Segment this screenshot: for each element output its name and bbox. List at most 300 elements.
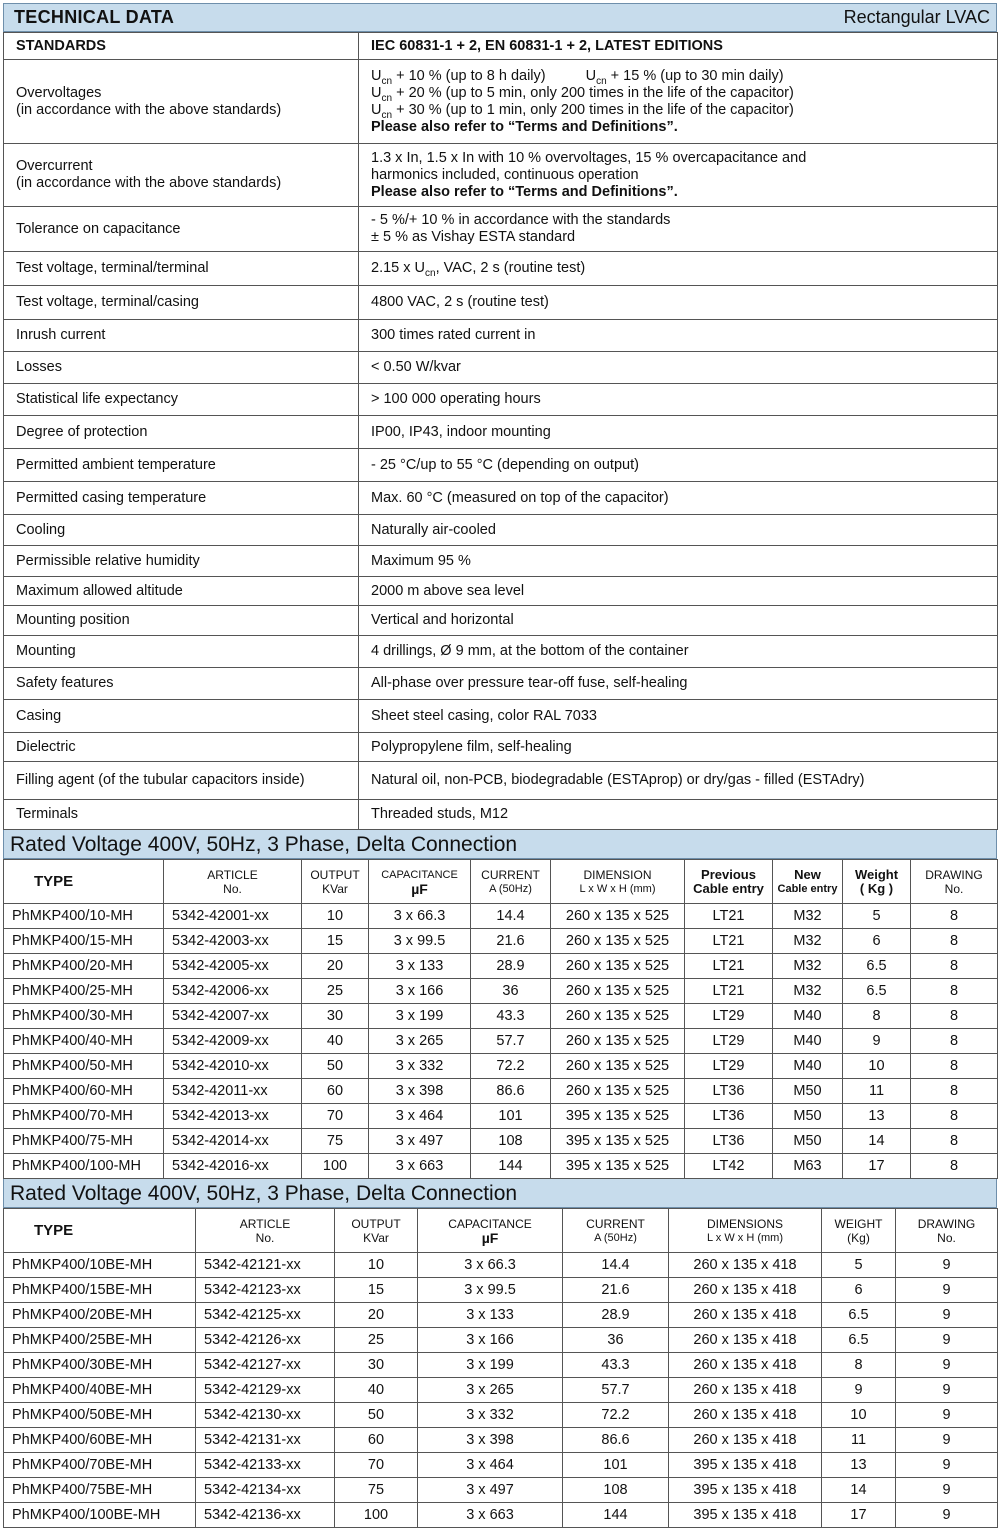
col-article bbox=[196, 1209, 335, 1253]
output-cell: 50 bbox=[302, 1054, 369, 1079]
spec-value-line: 1.3 x In, 1.5 x In with 10 % overvoltages, 15 % overcapacitance and bbox=[371, 149, 807, 166]
spec-label: Maximum allowed altitude bbox=[4, 577, 359, 606]
output-cell: 60 bbox=[335, 1428, 418, 1453]
weight-cell: 6.5 bbox=[822, 1303, 896, 1328]
table-header-row bbox=[4, 860, 998, 904]
drawing-cell: 9 bbox=[896, 1428, 998, 1453]
capacitance-cell: 3 x 398 bbox=[418, 1428, 563, 1453]
header-title: TECHNICAL DATA bbox=[14, 7, 175, 27]
spec-row bbox=[4, 320, 998, 352]
dimensions-cell: 260 x 135 x 418 bbox=[669, 1253, 822, 1278]
dimension-cell: 260 x 135 x 525 bbox=[551, 979, 685, 1004]
spec-value-line: harmonics included, continuous operation bbox=[371, 166, 639, 183]
capacitance-cell: 3 x 199 bbox=[418, 1353, 563, 1378]
drawing-cell: 8 bbox=[911, 904, 998, 929]
hdr-line: New bbox=[794, 866, 821, 882]
symbol-sub: cn bbox=[381, 92, 393, 104]
weight-cell: 5 bbox=[822, 1253, 896, 1278]
spec-row-test-voltage-terminal bbox=[4, 252, 998, 286]
spec-value: Sheet steel casing, color RAL 7033 bbox=[359, 700, 998, 733]
article-cell: 5342-42127-xx bbox=[196, 1353, 335, 1378]
dimension-cell: 395 x 135 x 525 bbox=[551, 1154, 685, 1179]
spec-value: IP00, IP43, indoor mounting bbox=[359, 416, 998, 449]
capacitance-cell: 3 x 663 bbox=[418, 1503, 563, 1528]
article-cell: 5342-42131-xx bbox=[196, 1428, 335, 1453]
type-cell: PhMKP400/30BE-MH bbox=[4, 1353, 196, 1378]
output-cell: 20 bbox=[302, 954, 369, 979]
spec-value bbox=[359, 252, 998, 286]
weight-cell: 14 bbox=[822, 1478, 896, 1503]
current-cell: 28.9 bbox=[471, 954, 551, 979]
table-row bbox=[4, 1129, 998, 1154]
table-row bbox=[4, 1503, 998, 1528]
drawing-cell: 8 bbox=[911, 954, 998, 979]
table-row bbox=[4, 1029, 998, 1054]
spec-text: + 15 % (up to 30 min daily) bbox=[606, 67, 784, 84]
current-cell: 86.6 bbox=[471, 1079, 551, 1104]
current-cell: 144 bbox=[563, 1503, 669, 1528]
spec-row bbox=[4, 384, 998, 416]
table-row bbox=[4, 1353, 998, 1378]
dimension-cell: 260 x 135 x 525 bbox=[551, 904, 685, 929]
dimension-cell: 260 x 135 x 525 bbox=[551, 1054, 685, 1079]
output-cell: 25 bbox=[302, 979, 369, 1004]
spec-label: Inrush current bbox=[4, 320, 359, 352]
hdr-line: DRAWING bbox=[925, 867, 983, 882]
hdr-line: No. bbox=[944, 881, 964, 896]
table-row bbox=[4, 1278, 998, 1303]
col-weight bbox=[822, 1209, 896, 1253]
previous-cable-entry-cell: LT42 bbox=[685, 1154, 773, 1179]
hdr-line: ARTICLE bbox=[239, 1216, 291, 1231]
hdr-line: µF bbox=[411, 880, 428, 897]
previous-cable-entry-cell: LT36 bbox=[685, 1129, 773, 1154]
type-cell: PhMKP400/20-MH bbox=[4, 954, 164, 979]
hdr-line: Previous bbox=[701, 866, 756, 882]
current-cell: 43.3 bbox=[563, 1353, 669, 1378]
type-cell: PhMKP400/70-MH bbox=[4, 1104, 164, 1129]
hdr-line: A (50Hz) bbox=[489, 882, 532, 895]
article-cell: 5342-42123-xx bbox=[196, 1278, 335, 1303]
article-cell: 5342-42121-xx bbox=[196, 1253, 335, 1278]
spec-value: 4800 VAC, 2 s (routine test) bbox=[359, 286, 998, 320]
output-cell: 75 bbox=[302, 1129, 369, 1154]
weight-cell: 17 bbox=[843, 1154, 911, 1179]
drawing-cell: 9 bbox=[896, 1378, 998, 1403]
col-type: TYPE bbox=[4, 860, 164, 904]
col-article bbox=[164, 860, 302, 904]
hdr-line: CAPACITANCE bbox=[381, 868, 458, 881]
table-row bbox=[4, 1054, 998, 1079]
article-cell: 5342-42134-xx bbox=[196, 1478, 335, 1503]
drawing-cell: 9 bbox=[896, 1453, 998, 1478]
article-cell: 5342-42005-xx bbox=[164, 954, 302, 979]
spec-text: + 10 % (up to 8 h daily) bbox=[392, 67, 546, 84]
spec-value bbox=[359, 207, 998, 252]
spec-label-line: Overvoltages bbox=[16, 84, 102, 101]
table-row bbox=[4, 1079, 998, 1104]
capacitance-cell: 3 x 265 bbox=[369, 1029, 471, 1054]
hdr-line: OUTPUT bbox=[351, 1216, 401, 1231]
output-cell: 30 bbox=[302, 1004, 369, 1029]
symbol-sub: cn bbox=[381, 75, 393, 87]
spec-row bbox=[4, 416, 998, 449]
spec-row bbox=[4, 668, 998, 700]
dimensions-cell: 260 x 135 x 418 bbox=[669, 1303, 822, 1328]
product-table-mh bbox=[3, 859, 998, 1179]
dimensions-cell: 395 x 135 x 418 bbox=[669, 1478, 822, 1503]
col-drawing bbox=[896, 1209, 998, 1253]
datasheet-page bbox=[3, 3, 997, 1528]
capacitance-cell: 3 x 332 bbox=[418, 1403, 563, 1428]
output-cell: 25 bbox=[335, 1328, 418, 1353]
drawing-cell: 9 bbox=[896, 1303, 998, 1328]
capacitance-cell: 3 x 398 bbox=[369, 1079, 471, 1104]
section-title: Rated Voltage 400V, 50Hz, 3 Phase, Delta Connection bbox=[3, 1179, 997, 1208]
hdr-line: Cable entry bbox=[693, 880, 764, 896]
output-cell: 20 bbox=[335, 1303, 418, 1328]
hdr-line: No. bbox=[255, 1230, 275, 1245]
output-cell: 15 bbox=[335, 1278, 418, 1303]
dimensions-cell: 260 x 135 x 418 bbox=[669, 1428, 822, 1453]
spec-text: 2.15 x U bbox=[371, 260, 425, 276]
type-cell: PhMKP400/30-MH bbox=[4, 1004, 164, 1029]
output-cell: 100 bbox=[335, 1503, 418, 1528]
dimensions-cell: 395 x 135 x 418 bbox=[669, 1503, 822, 1528]
type-cell: PhMKP400/100-MH bbox=[4, 1154, 164, 1179]
drawing-cell: 8 bbox=[911, 1104, 998, 1129]
spec-label: Losses bbox=[4, 352, 359, 384]
table-row bbox=[4, 1303, 998, 1328]
spec-row-tolerance bbox=[4, 207, 998, 252]
dimensions-cell: 260 x 135 x 418 bbox=[669, 1403, 822, 1428]
spec-value: < 0.50 W/kvar bbox=[359, 352, 998, 384]
drawing-cell: 9 bbox=[896, 1328, 998, 1353]
output-cell: 70 bbox=[335, 1453, 418, 1478]
spec-row bbox=[4, 636, 998, 668]
current-cell: 101 bbox=[471, 1104, 551, 1129]
spec-row-overcurrent bbox=[4, 144, 998, 207]
symbol-u: U bbox=[371, 67, 382, 84]
spec-row bbox=[4, 352, 998, 384]
drawing-cell: 9 bbox=[896, 1403, 998, 1428]
previous-cable-entry-cell: LT29 bbox=[685, 1004, 773, 1029]
spec-label: Permitted casing temperature bbox=[4, 482, 359, 515]
type-cell: PhMKP400/40-MH bbox=[4, 1029, 164, 1054]
product-table-be-mh-body bbox=[4, 1253, 998, 1528]
capacitance-cell: 3 x 497 bbox=[369, 1129, 471, 1154]
weight-cell: 6 bbox=[843, 929, 911, 954]
spec-row bbox=[4, 515, 998, 546]
drawing-cell: 8 bbox=[911, 1029, 998, 1054]
product-table-mh-body bbox=[4, 904, 998, 1179]
spec-value: - 25 °C/up to 55 °C (depending on output) bbox=[359, 449, 998, 482]
output-cell: 30 bbox=[335, 1353, 418, 1378]
output-cell: 100 bbox=[302, 1154, 369, 1179]
current-cell: 14.4 bbox=[563, 1253, 669, 1278]
previous-cable-entry-cell: LT29 bbox=[685, 1054, 773, 1079]
type-cell: PhMKP400/40BE-MH bbox=[4, 1378, 196, 1403]
spec-value: IEC 60831-1 + 2, EN 60831-1 + 2, LATEST EDITIONS bbox=[359, 33, 998, 60]
weight-cell: 13 bbox=[822, 1453, 896, 1478]
table-row bbox=[4, 1004, 998, 1029]
dimensions-cell: 260 x 135 x 418 bbox=[669, 1353, 822, 1378]
spec-row bbox=[4, 800, 998, 830]
spec-label: Safety features bbox=[4, 668, 359, 700]
capacitance-cell: 3 x 497 bbox=[418, 1478, 563, 1503]
spec-label bbox=[4, 60, 359, 144]
spec-value: Threaded studs, M12 bbox=[359, 800, 998, 830]
dimensions-cell: 260 x 135 x 418 bbox=[669, 1328, 822, 1353]
spec-label: Statistical life expectancy bbox=[4, 384, 359, 416]
hdr-line: µF bbox=[481, 1229, 499, 1246]
weight-cell: 6 bbox=[822, 1278, 896, 1303]
spec-value: > 100 000 operating hours bbox=[359, 384, 998, 416]
article-cell: 5342-42130-xx bbox=[196, 1403, 335, 1428]
spec-value bbox=[359, 60, 998, 144]
hdr-line: No. bbox=[937, 1230, 956, 1245]
type-cell: PhMKP400/10BE-MH bbox=[4, 1253, 196, 1278]
previous-cable-entry-cell: LT21 bbox=[685, 954, 773, 979]
table-row bbox=[4, 954, 998, 979]
drawing-cell: 9 bbox=[896, 1353, 998, 1378]
hdr-line: ARTICLE bbox=[207, 867, 258, 882]
dimensions-cell: 260 x 135 x 418 bbox=[669, 1378, 822, 1403]
current-cell: 108 bbox=[563, 1478, 669, 1503]
hdr-line: DIMENSION bbox=[583, 867, 652, 882]
output-cell: 40 bbox=[335, 1378, 418, 1403]
new-cable-entry-cell: M32 bbox=[773, 979, 843, 1004]
article-cell: 5342-42010-xx bbox=[164, 1054, 302, 1079]
spec-value-line: ± 5 % as Vishay ESTA standard bbox=[371, 229, 576, 245]
hdr-line: WEIGHT bbox=[834, 1216, 883, 1231]
article-cell: 5342-42006-xx bbox=[164, 979, 302, 1004]
spec-label: Dielectric bbox=[4, 733, 359, 762]
type-cell: PhMKP400/75BE-MH bbox=[4, 1478, 196, 1503]
hdr-line: (Kg) bbox=[847, 1230, 870, 1245]
symbol-u: U bbox=[371, 84, 382, 101]
table-row bbox=[4, 1453, 998, 1478]
article-cell: 5342-42001-xx bbox=[164, 904, 302, 929]
output-cell: 40 bbox=[302, 1029, 369, 1054]
spec-label-line: Overcurrent bbox=[16, 158, 93, 174]
type-cell: PhMKP400/75-MH bbox=[4, 1129, 164, 1154]
spec-value: Natural oil, non-PCB, biodegradable (ESTAprop) or dry/gas - filled (ESTAdry) bbox=[359, 762, 998, 800]
weight-cell: 9 bbox=[843, 1029, 911, 1054]
weight-cell: 11 bbox=[822, 1428, 896, 1453]
hdr-line: A (50Hz) bbox=[594, 1231, 637, 1244]
spec-row bbox=[4, 700, 998, 733]
drawing-cell: 8 bbox=[911, 929, 998, 954]
article-cell: 5342-42013-xx bbox=[164, 1104, 302, 1129]
article-cell: 5342-42136-xx bbox=[196, 1503, 335, 1528]
type-cell: PhMKP400/70BE-MH bbox=[4, 1453, 196, 1478]
col-current bbox=[563, 1209, 669, 1253]
spec-value bbox=[359, 144, 998, 207]
capacitance-cell: 3 x 133 bbox=[369, 954, 471, 979]
current-cell: 36 bbox=[471, 979, 551, 1004]
new-cable-entry-cell: M50 bbox=[773, 1129, 843, 1154]
spec-row bbox=[4, 577, 998, 606]
weight-cell: 5 bbox=[843, 904, 911, 929]
new-cable-entry-cell: M32 bbox=[773, 954, 843, 979]
weight-cell: 9 bbox=[822, 1378, 896, 1403]
new-cable-entry-cell: M32 bbox=[773, 904, 843, 929]
drawing-cell: 8 bbox=[911, 1004, 998, 1029]
spec-row-overvoltages bbox=[4, 60, 998, 144]
symbol-u: U bbox=[371, 101, 382, 118]
col-output bbox=[335, 1209, 418, 1253]
drawing-cell: 8 bbox=[911, 1054, 998, 1079]
spec-label: Mounting position bbox=[4, 606, 359, 636]
spec-label: Degree of protection bbox=[4, 416, 359, 449]
capacitance-cell: 3 x 464 bbox=[418, 1453, 563, 1478]
type-cell: PhMKP400/20BE-MH bbox=[4, 1303, 196, 1328]
col-dimension bbox=[551, 860, 685, 904]
hdr-line: OUTPUT bbox=[310, 867, 360, 882]
hdr-line: L x W x H (mm) bbox=[579, 882, 656, 895]
article-cell: 5342-42014-xx bbox=[164, 1129, 302, 1154]
type-cell: PhMKP400/10-MH bbox=[4, 904, 164, 929]
current-cell: 14.4 bbox=[471, 904, 551, 929]
hdr-line: KVar bbox=[363, 1230, 389, 1245]
table-row bbox=[4, 929, 998, 954]
capacitance-cell: 3 x 66.3 bbox=[418, 1253, 563, 1278]
output-cell: 60 bbox=[302, 1079, 369, 1104]
table-row bbox=[4, 1378, 998, 1403]
table-row bbox=[4, 1154, 998, 1179]
table-row bbox=[4, 979, 998, 1004]
previous-cable-entry-cell: LT21 bbox=[685, 929, 773, 954]
spec-label: Permissible relative humidity bbox=[4, 546, 359, 577]
capacitance-cell: 3 x 99.5 bbox=[418, 1278, 563, 1303]
type-cell: PhMKP400/50BE-MH bbox=[4, 1403, 196, 1428]
current-cell: 72.2 bbox=[563, 1403, 669, 1428]
spec-value-line bbox=[371, 85, 997, 102]
dimensions-cell: 395 x 135 x 418 bbox=[669, 1453, 822, 1478]
spec-label: Filling agent (of the tubular capacitors inside) bbox=[4, 762, 359, 800]
spec-text: + 30 % (up to 1 min, only 200 times in the life of the capacitor) bbox=[392, 101, 794, 118]
col-current bbox=[471, 860, 551, 904]
table-header-row bbox=[4, 1209, 998, 1253]
current-cell: 101 bbox=[563, 1453, 669, 1478]
symbol-sub: cn bbox=[596, 75, 607, 87]
article-cell: 5342-42016-xx bbox=[164, 1154, 302, 1179]
capacitance-cell: 3 x 133 bbox=[418, 1303, 563, 1328]
output-cell: 10 bbox=[302, 904, 369, 929]
spec-label: Tolerance on capacitance bbox=[4, 207, 359, 252]
dimension-cell: 395 x 135 x 525 bbox=[551, 1104, 685, 1129]
article-cell: 5342-42009-xx bbox=[164, 1029, 302, 1054]
table-row bbox=[4, 1478, 998, 1503]
table-row bbox=[4, 904, 998, 929]
weight-cell: 8 bbox=[843, 1004, 911, 1029]
spec-value: 2000 m above sea level bbox=[359, 577, 998, 606]
previous-cable-entry-cell: LT29 bbox=[685, 1029, 773, 1054]
capacitance-cell: 3 x 166 bbox=[369, 979, 471, 1004]
type-cell: PhMKP400/25BE-MH bbox=[4, 1328, 196, 1353]
spec-label: Test voltage, terminal/terminal bbox=[4, 252, 359, 286]
dimension-cell: 260 x 135 x 525 bbox=[551, 1079, 685, 1104]
symbol-sub: cn bbox=[425, 267, 436, 279]
weight-cell: 14 bbox=[843, 1129, 911, 1154]
spec-value-line bbox=[371, 68, 997, 85]
article-cell: 5342-42126-xx bbox=[196, 1328, 335, 1353]
technical-data-header bbox=[3, 3, 997, 32]
hdr-line: L x W x H (mm) bbox=[707, 1231, 783, 1244]
spec-label: Terminals bbox=[4, 800, 359, 830]
spec-value-line: - 5 %/+ 10 % in accordance with the standards bbox=[371, 212, 671, 228]
col-capacitance bbox=[418, 1209, 563, 1253]
spec-row bbox=[4, 286, 998, 320]
spec-value: Polypropylene film, self-healing bbox=[359, 733, 998, 762]
new-cable-entry-cell: M40 bbox=[773, 1004, 843, 1029]
weight-cell: 6.5 bbox=[843, 979, 911, 1004]
spec-row bbox=[4, 449, 998, 482]
output-cell: 70 bbox=[302, 1104, 369, 1129]
drawing-cell: 9 bbox=[896, 1478, 998, 1503]
dimension-cell: 260 x 135 x 525 bbox=[551, 1029, 685, 1054]
col-output bbox=[302, 860, 369, 904]
current-cell: 43.3 bbox=[471, 1004, 551, 1029]
drawing-cell: 8 bbox=[911, 1129, 998, 1154]
weight-cell: 17 bbox=[822, 1503, 896, 1528]
output-cell: 50 bbox=[335, 1403, 418, 1428]
symbol-u: U bbox=[585, 67, 597, 84]
current-cell: 21.6 bbox=[563, 1278, 669, 1303]
spec-row bbox=[4, 762, 998, 800]
current-cell: 57.7 bbox=[471, 1029, 551, 1054]
spec-value: 300 times rated current in bbox=[359, 320, 998, 352]
new-cable-entry-cell: M63 bbox=[773, 1154, 843, 1179]
type-cell: PhMKP400/25-MH bbox=[4, 979, 164, 1004]
article-cell: 5342-42003-xx bbox=[164, 929, 302, 954]
current-cell: 108 bbox=[471, 1129, 551, 1154]
spec-row bbox=[4, 606, 998, 636]
col-drawing bbox=[911, 860, 998, 904]
spec-value-line: Please also refer to “Terms and Definitions”. bbox=[371, 118, 678, 135]
previous-cable-entry-cell: LT21 bbox=[685, 904, 773, 929]
type-cell: PhMKP400/15BE-MH bbox=[4, 1278, 196, 1303]
drawing-cell: 9 bbox=[896, 1253, 998, 1278]
output-cell: 10 bbox=[335, 1253, 418, 1278]
col-weight bbox=[843, 860, 911, 904]
capacitance-cell: 3 x 199 bbox=[369, 1004, 471, 1029]
type-cell: PhMKP400/60-MH bbox=[4, 1079, 164, 1104]
current-cell: 144 bbox=[471, 1154, 551, 1179]
article-cell: 5342-42133-xx bbox=[196, 1453, 335, 1478]
capacitance-cell: 3 x 663 bbox=[369, 1154, 471, 1179]
hdr-line: CAPACITANCE bbox=[448, 1216, 532, 1231]
capacitance-cell: 3 x 464 bbox=[369, 1104, 471, 1129]
hdr-line: KVar bbox=[322, 881, 348, 896]
drawing-cell: 8 bbox=[911, 1154, 998, 1179]
spec-value: Maximum 95 % bbox=[359, 546, 998, 577]
drawing-cell: 8 bbox=[911, 979, 998, 1004]
hdr-line: CURRENT bbox=[586, 1216, 645, 1231]
weight-cell: 6.5 bbox=[843, 954, 911, 979]
spec-value: Vertical and horizontal bbox=[359, 606, 998, 636]
col-dimensions bbox=[669, 1209, 822, 1253]
spec-text: , VAC, 2 s (routine test) bbox=[435, 260, 586, 276]
current-cell: 21.6 bbox=[471, 929, 551, 954]
spec-label: Mounting bbox=[4, 636, 359, 668]
spec-label: Permitted ambient temperature bbox=[4, 449, 359, 482]
new-cable-entry-cell: M32 bbox=[773, 929, 843, 954]
type-cell: PhMKP400/50-MH bbox=[4, 1054, 164, 1079]
header-subtitle: Rectangular LVAC bbox=[843, 7, 990, 27]
weight-cell: 6.5 bbox=[822, 1328, 896, 1353]
